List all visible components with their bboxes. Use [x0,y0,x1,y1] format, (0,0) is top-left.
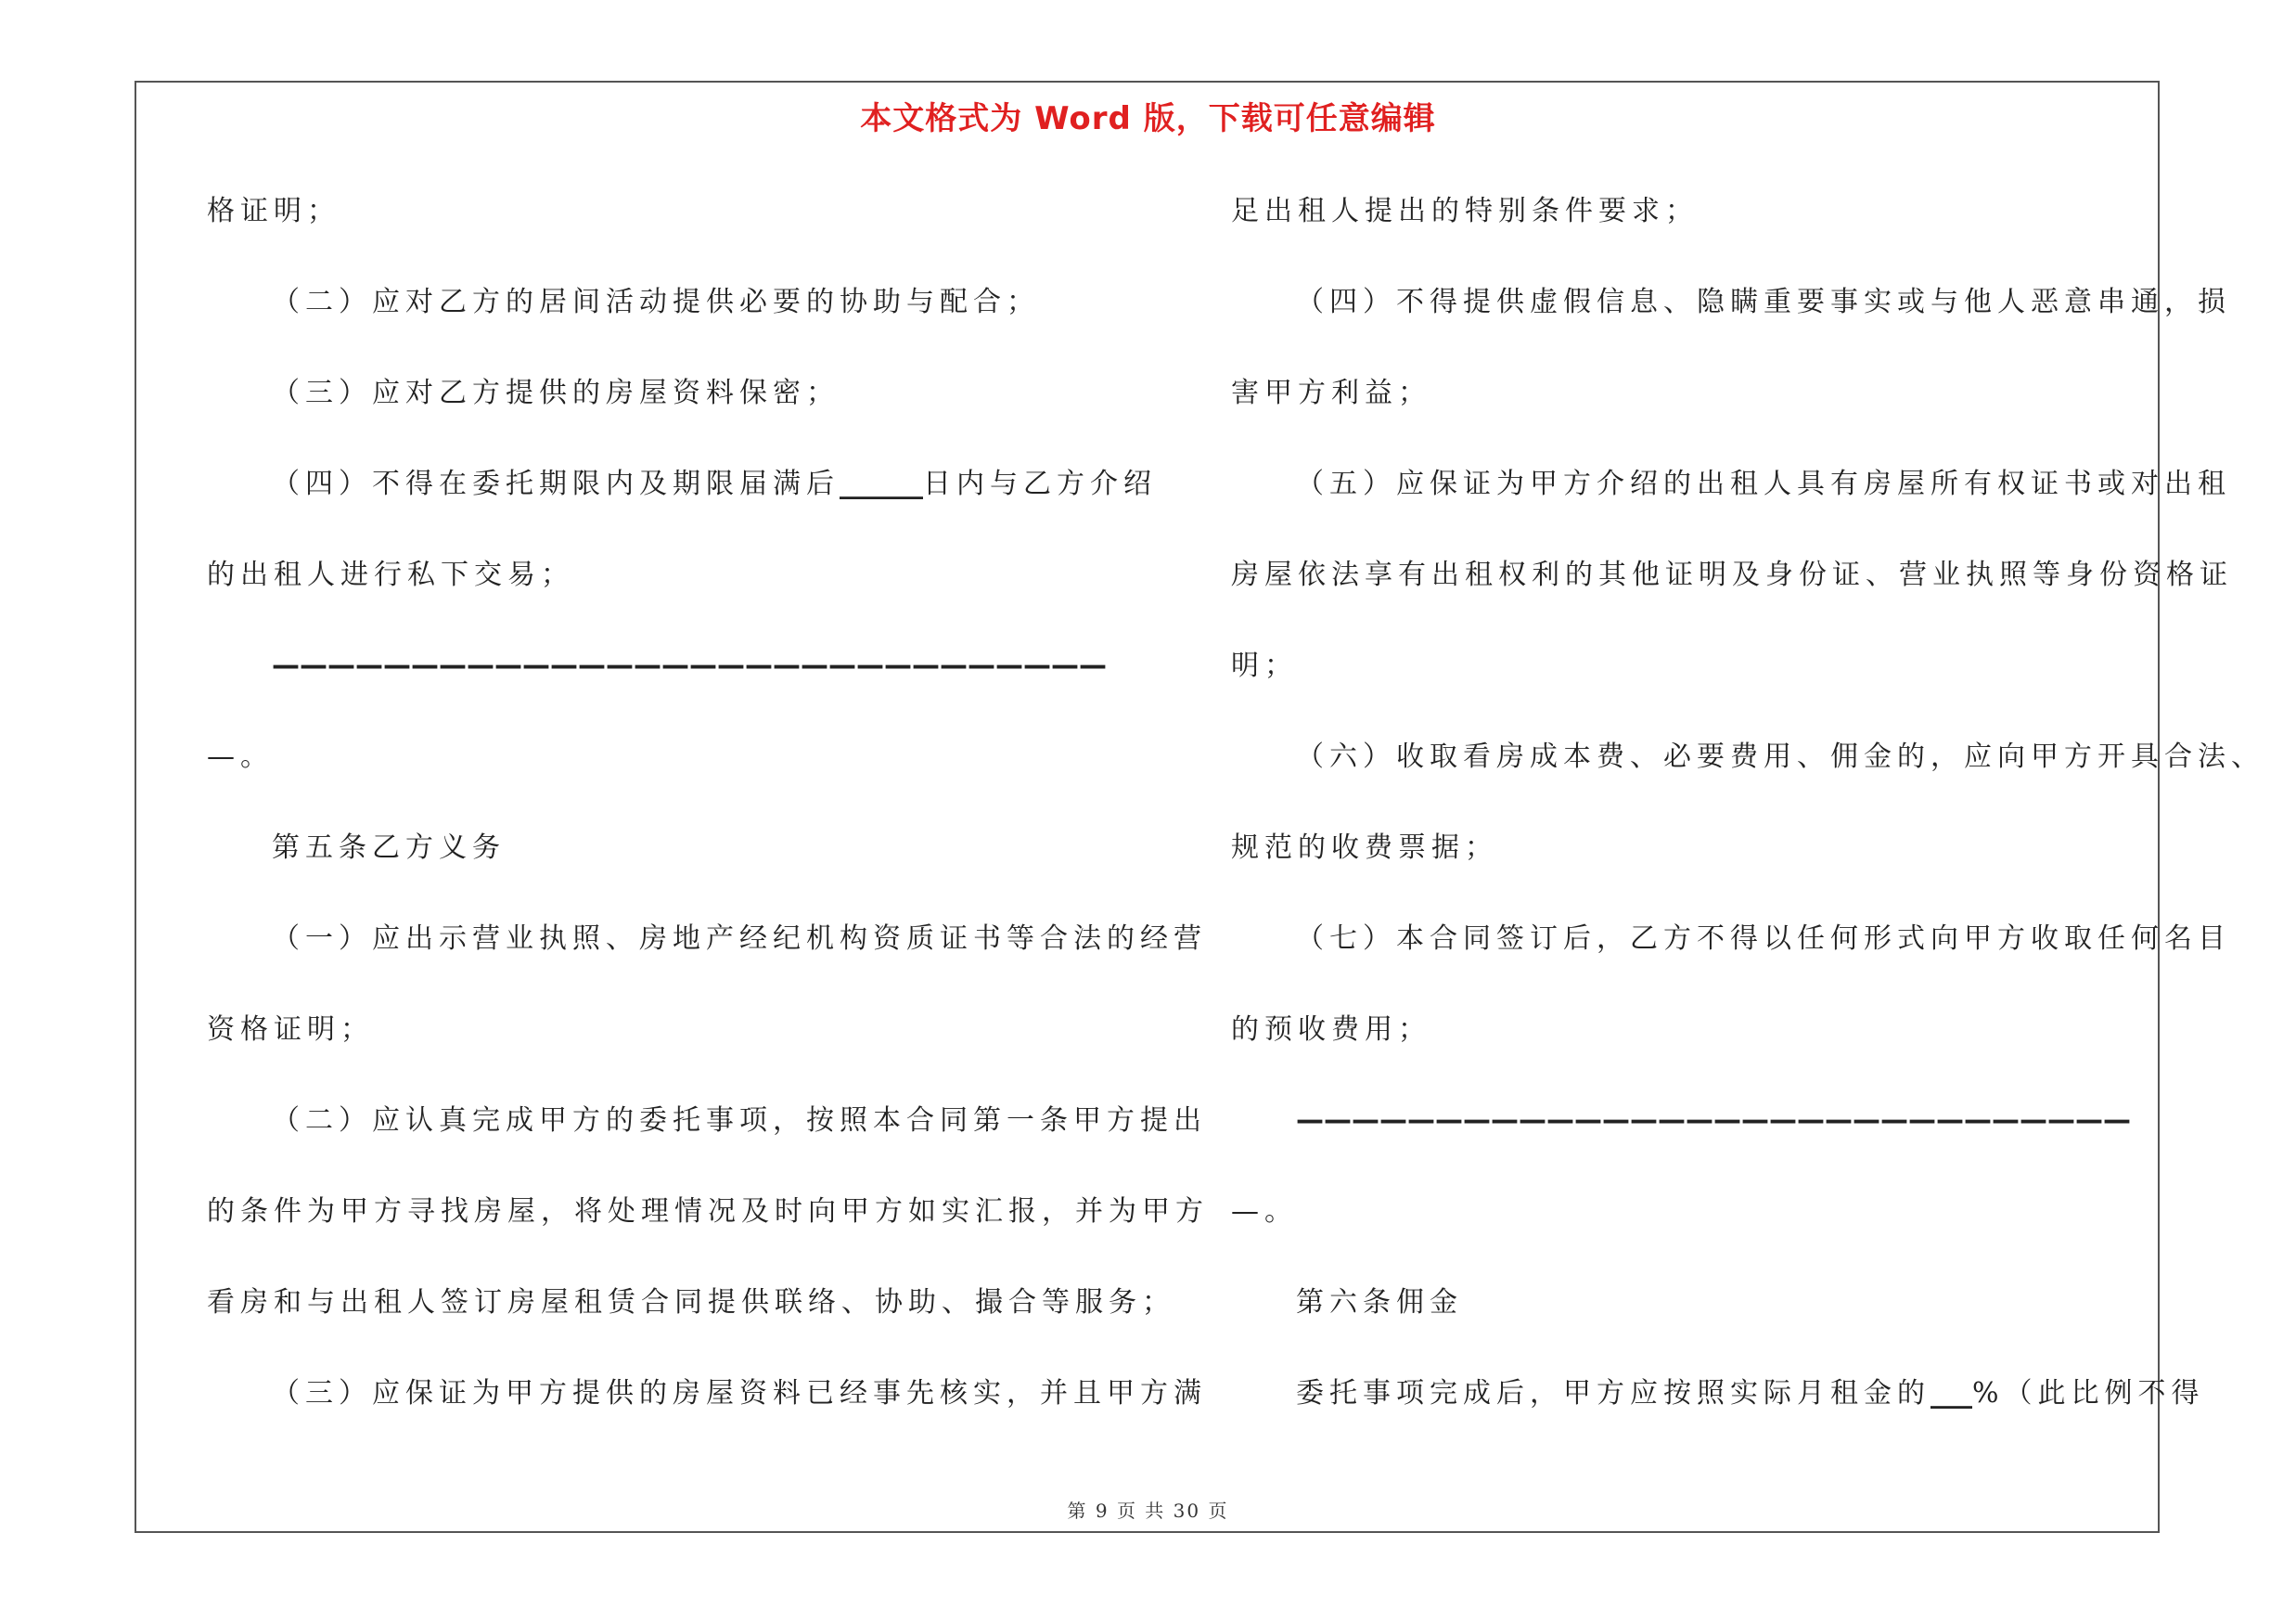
text-line: 足出租人提出的特别条件要求； [1231,195,1699,227]
right-column [1231,184,2264,1457]
text-line: —。 [1231,1195,1298,1228]
text-line: （二）应认真完成甲方的委托事项，按照本合同第一条甲方提出 [272,1104,1207,1137]
text-line: 看房和与出租人签订房屋租赁合同提供联络、协助、撮合等服务； [207,1286,1175,1319]
section-heading: 第五条乙方义务 [272,831,506,864]
text-line: 的出租人进行私下交易； [207,559,574,591]
text-line: 资格证明； [207,1013,374,1046]
text-line [207,457,1157,547]
text-line: —。 [207,741,274,773]
text-line [1231,1366,2205,1457]
fill-in-blank: ___ [1930,1377,1972,1410]
text-line: 格证明； [207,195,340,227]
text-segment: 委托事项完成后，甲方应按照实际月租金的 [1296,1377,1930,1410]
dash-line [207,638,1135,729]
fill-in-blank: ______ [840,468,923,500]
text-line: （三）应保证为甲方提供的房屋资料已经事先核实，并且甲方满 [272,1377,1207,1410]
text-segment: %（此比例不得 [1972,1377,2205,1410]
text-line: （六）收取看房成本费、必要费用、佣金的，应向甲方开具合法、 [1296,741,2264,773]
text-line: 的预收费用； [1231,1013,1431,1046]
dash-rule: —————————————————————————————— [1296,1104,2131,1137]
page-number: 第 9 页 共 30 页 [1067,1500,1229,1522]
text-line: 害甲方利益； [1231,377,1431,409]
text-line: （七）本合同签订后，乙方不得以任何形式向甲方收取任何名目 [1296,922,2231,955]
text-line: 的条件为甲方寻找房屋，将处理情况及时向甲方如实汇报，并为甲方 [207,1195,1209,1228]
dash-line [1231,1093,2159,1184]
text-line: 明； [1231,650,1298,682]
text-line: 规范的收费票据； [1231,831,1498,864]
text-line: （四）不得提供虚假信息、隐瞒重要事实或与他人恶意串通，损 [1296,286,2231,318]
format-banner: 本文格式为 Word 版，下载可任意编辑 [860,100,1436,137]
dash-rule: —————————————————————————————— [272,650,1107,682]
text-segment: （四）不得在委托期限内及期限届满后 [272,468,840,500]
text-line: 房屋依法享有出租权利的其他证明及身份证、营业执照等身份资格证 [1231,559,2233,591]
text-line: （三）应对乙方提供的房屋资料保密； [272,377,840,409]
text-line: （五）应保证为甲方介绍的出租人具有房屋所有权证书或对出租 [1296,468,2231,500]
text-segment: 日内与乙方介绍 [923,468,1157,500]
text-line: （二）应对乙方的居间活动提供必要的协助与配合； [272,286,1040,318]
left-column [207,184,1209,1457]
section-heading: 第六条佣金 [1296,1286,1463,1319]
text-line: （一）应出示营业执照、房地产经纪机构资质证书等合法的经营 [272,922,1207,955]
